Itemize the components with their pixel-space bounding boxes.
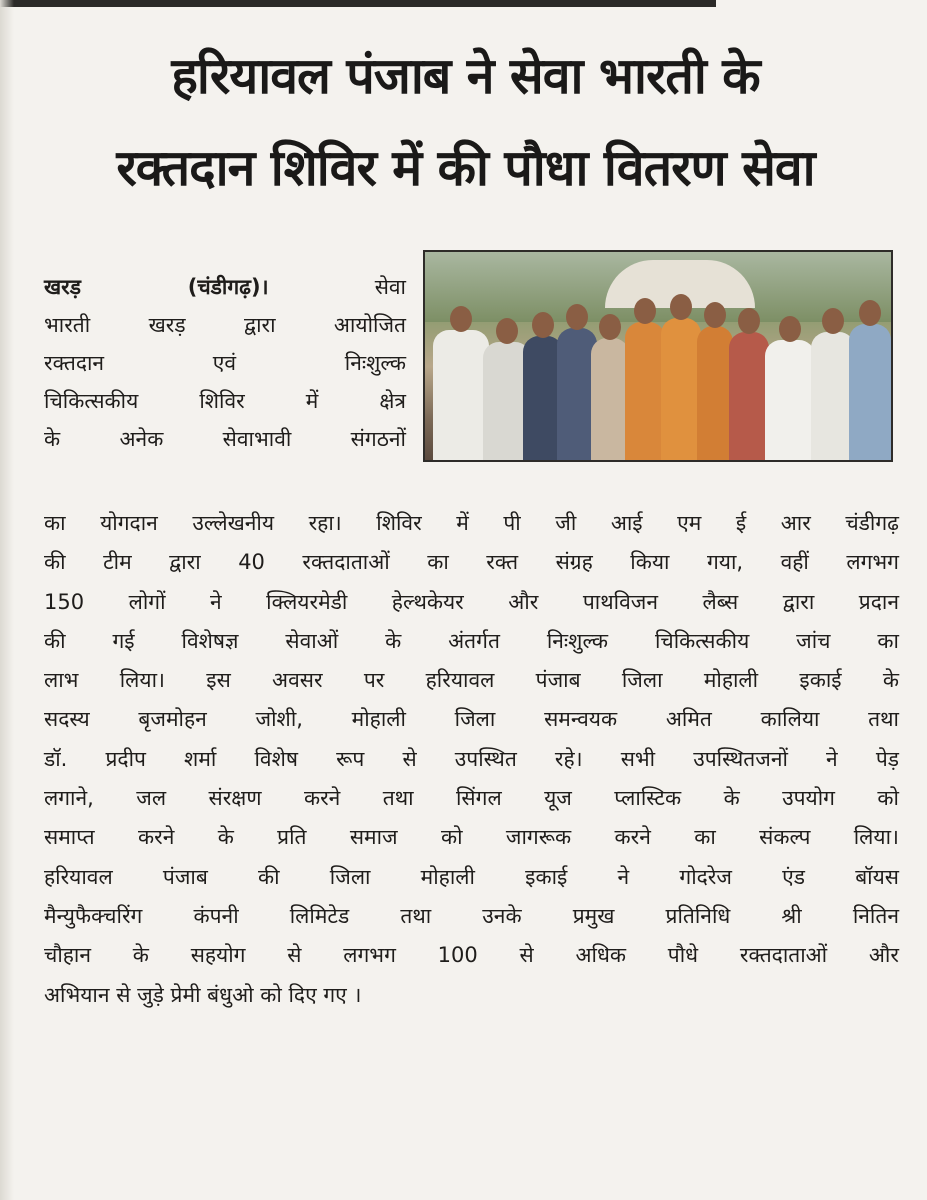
scan-edge-shadow bbox=[0, 0, 14, 1200]
photo-person bbox=[765, 340, 815, 460]
intro-line: चिकित्सकीय शिविर में क्षेत्र bbox=[44, 389, 406, 413]
intro-line bbox=[44, 268, 406, 306]
article-intro-column bbox=[44, 268, 406, 458]
body-line: सदस्य बृजमोहन जोशी, मोहाली जिला समन्वयक अमित कालिया तथा bbox=[44, 707, 899, 732]
body-line: की गई विशेषज्ञ सेवाओं के अंतर्गत निःशुल्क चिकित्सकीय जांच का bbox=[44, 628, 899, 653]
body-line: लाभ लिया। इस अवसर पर हरियावल पंजाब जिला मोहाली इकाई के bbox=[44, 668, 899, 693]
headline-line-1: हरियावल पंजाब ने सेवा भारती के bbox=[171, 47, 760, 105]
intro-line-text: सेवा bbox=[374, 275, 406, 299]
article-headline bbox=[28, 30, 903, 214]
photo-person bbox=[849, 324, 891, 460]
body-line: समाप्त करने के प्रति समाज को जागरूक करने का संकल्प लिया। bbox=[44, 825, 899, 850]
body-line: का योगदान उल्लेखनीय रहा। शिविर में पी जी आई एम ई आर चंडीगढ़ bbox=[44, 511, 899, 535]
body-line: 150 लोगों ने क्लियरमेडी हेल्थकेयर और पाथविजन लैब्स द्वारा प्रदान bbox=[44, 589, 899, 614]
photo-person bbox=[591, 338, 629, 460]
intro-line: के अनेक सेवाभावी संगठनों bbox=[44, 427, 406, 451]
body-line: अभियान से जुड़े प्रेमी बंधुओ को दिए गए । bbox=[44, 982, 362, 1007]
dateline: खरड़ (चंडीगढ़)। bbox=[44, 275, 269, 299]
top-rule bbox=[0, 0, 716, 7]
body-line: की टीम द्वारा 40 रक्तदाताओं का रक्त संग्रह किया गया, वहीं लगभग bbox=[44, 550, 899, 575]
body-line: हरियावल पंजाब की जिला मोहाली इकाई ने गोदरेज एंड बॉयस bbox=[44, 864, 899, 889]
headline-line-2: रक्तदान शिविर में की पौधा वितरण सेवा bbox=[116, 139, 815, 197]
intro-line: रक्तदान एवं निःशुल्क bbox=[44, 351, 406, 375]
body-line: लगाने, जल संरक्षण करने तथा सिंगल यूज प्लास्टिक के उपयोग को bbox=[44, 786, 899, 811]
body-line: चौहान के सहयोग से लगभग 100 से अधिक पौधे रक्तदाताओं और bbox=[44, 943, 899, 968]
body-line: मैन्युफैक्चरिंग कंपनी लिमिटेड तथा उनके प्रमुख प्रतिनिधि श्री नितिन bbox=[44, 903, 899, 928]
event-photo bbox=[423, 250, 893, 462]
article-body bbox=[44, 504, 899, 1015]
photo-person bbox=[697, 326, 733, 460]
intro-line: भारती खरड़ द्वारा आयोजित bbox=[44, 313, 406, 337]
photo-person bbox=[433, 330, 489, 460]
photo-person bbox=[729, 332, 769, 460]
photo-person bbox=[625, 322, 665, 460]
body-line: डॉ. प्रदीप शर्मा विशेष रूप से उपस्थित रहे। सभी उपस्थितजनों ने पेड़ bbox=[44, 746, 899, 771]
photo-person bbox=[661, 318, 701, 460]
